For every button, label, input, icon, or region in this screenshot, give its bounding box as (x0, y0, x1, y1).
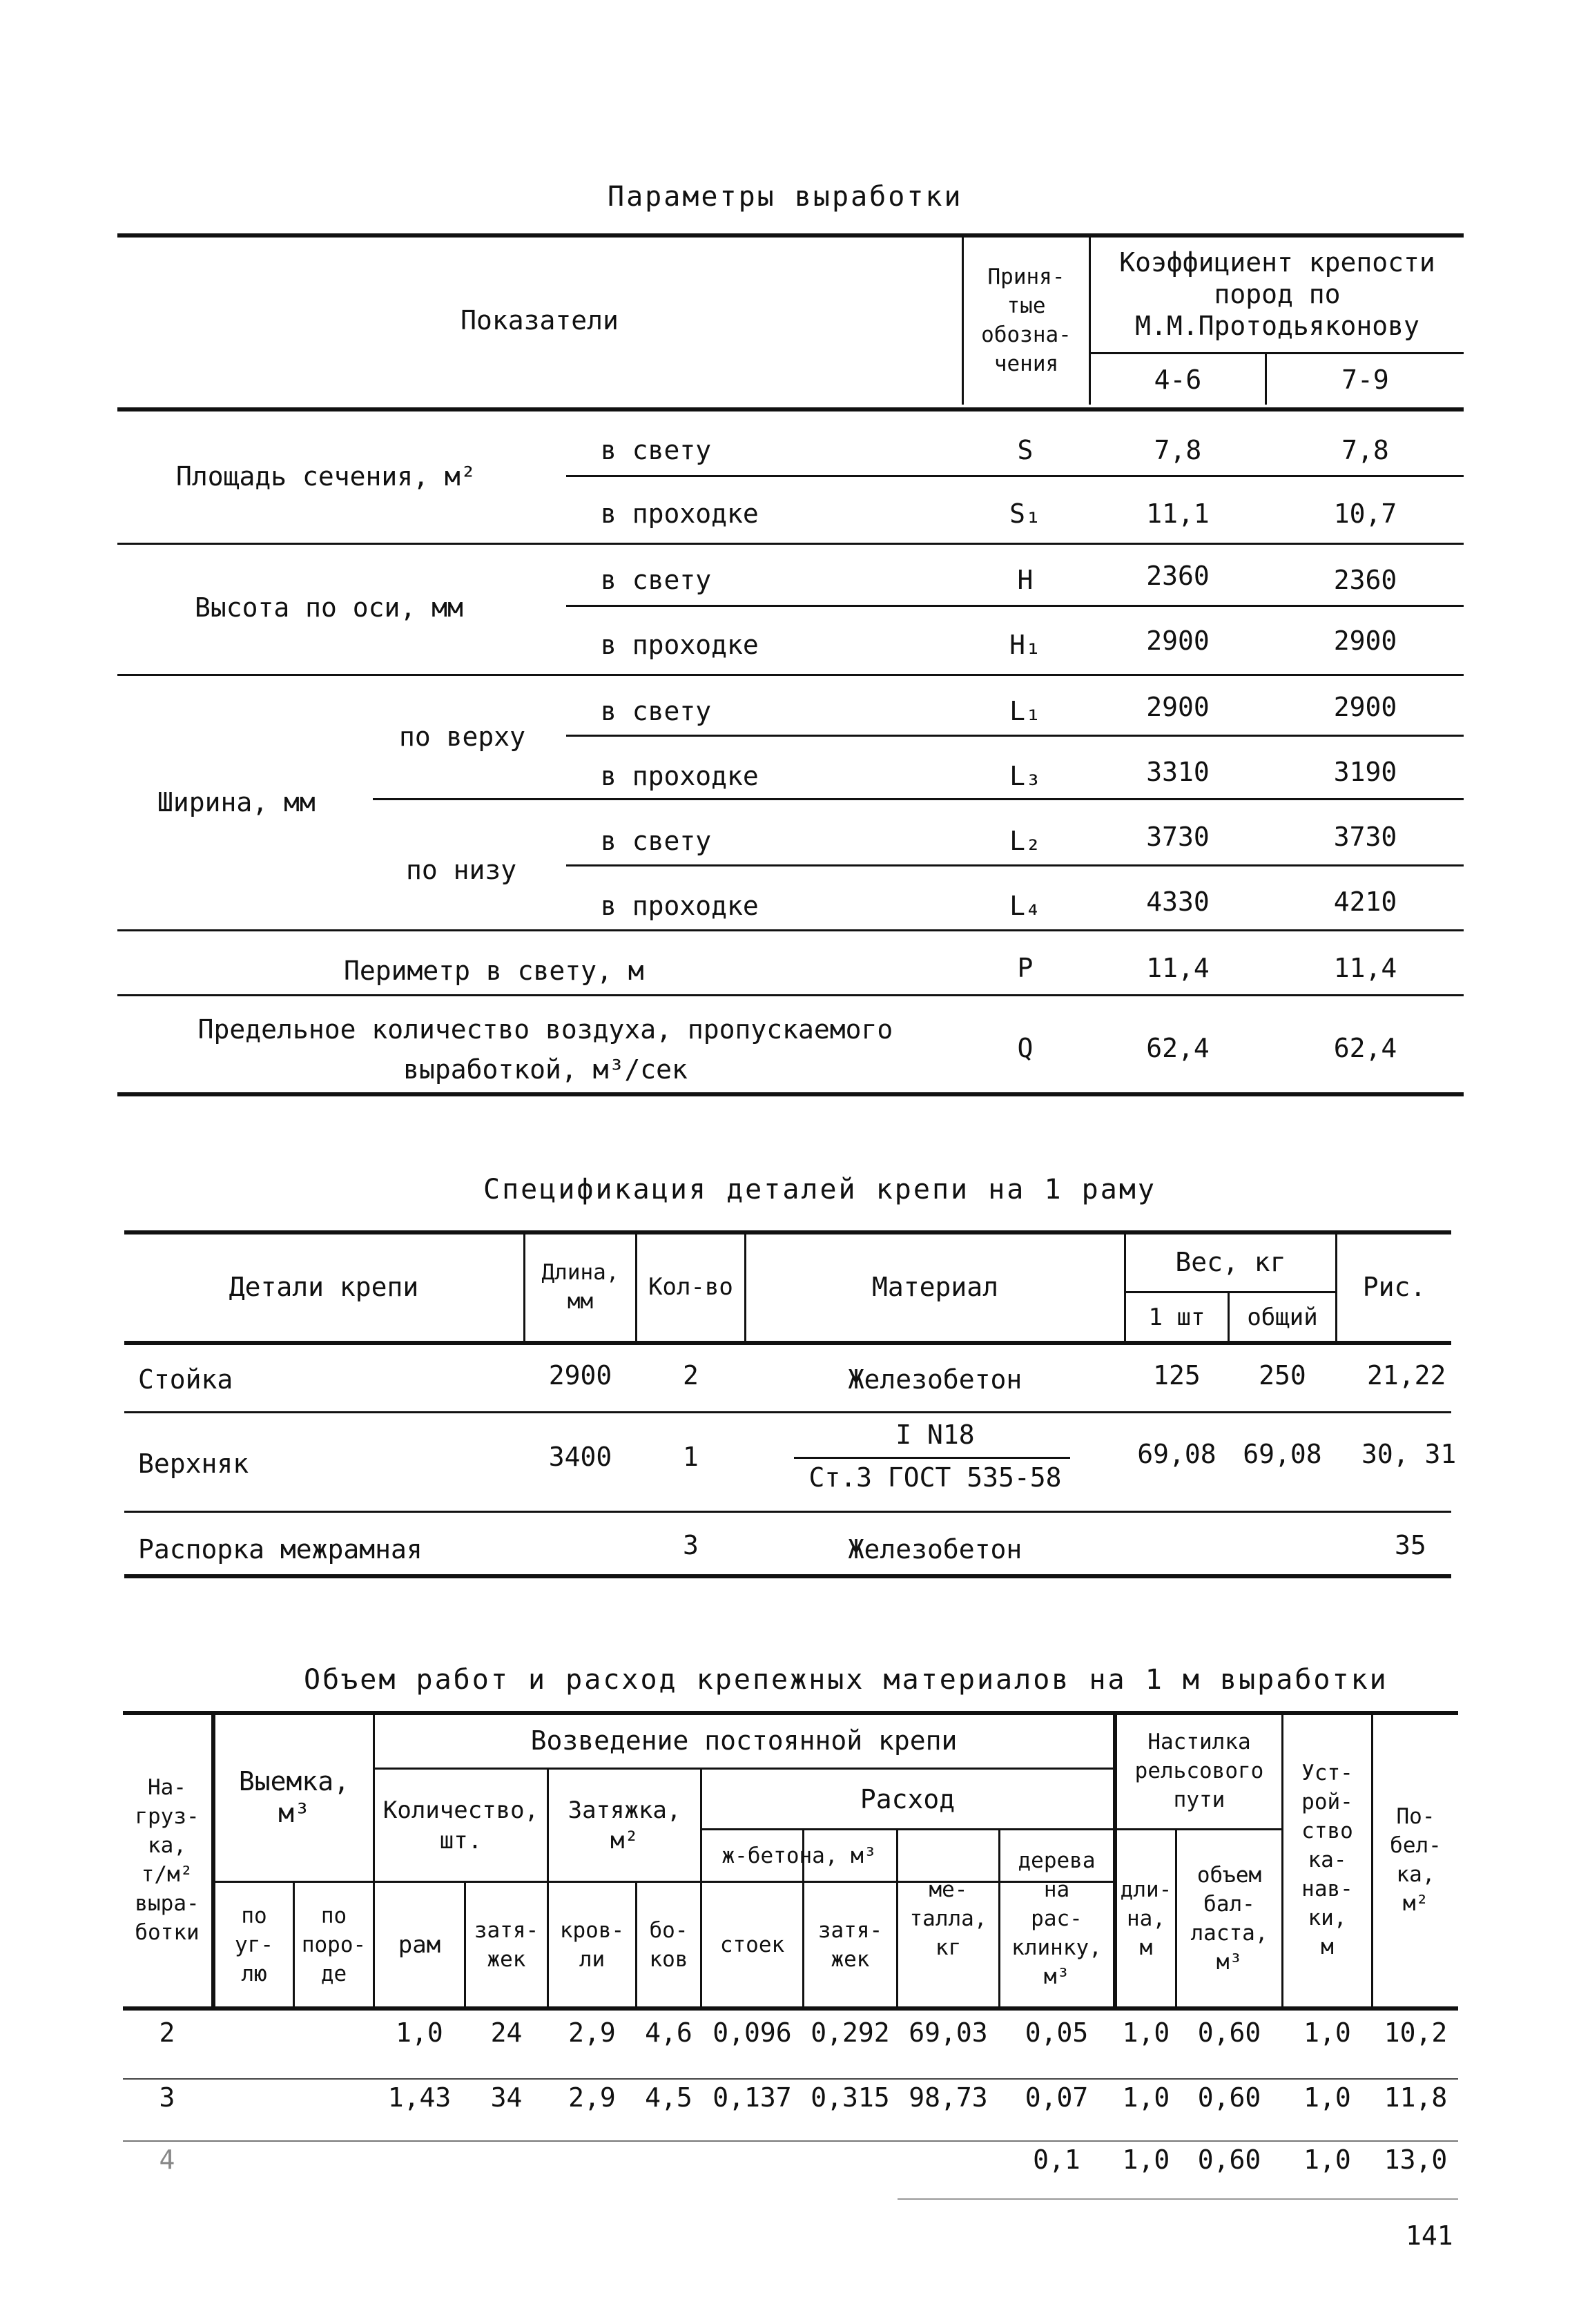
vol-posts-header: стоек (719, 1932, 785, 1957)
width-bot-pass-v2: 4210 (1333, 887, 1397, 917)
vol-cell-lime: 13,0 (1384, 2144, 1448, 2175)
vol-cell-lag-conc: 0,315 (811, 2082, 890, 2113)
height-label: Высота по оси, мм (195, 592, 463, 623)
airflow-v1: 62,4 (1146, 1033, 1210, 1063)
width-top-clear-v1: 2900 (1146, 692, 1210, 722)
vol-cell-track-len: 1,0 (1122, 2144, 1170, 2175)
width-bot-clear-v2: 3730 (1333, 822, 1397, 852)
spec-row-qty: 3 (683, 1530, 699, 1560)
spec-row-fig: 30, 31 (1361, 1439, 1457, 1469)
spec-fig-header: Рис. (1362, 1272, 1426, 1302)
spec-row-wt: 69,08 (1243, 1439, 1322, 1469)
height-clear-sym: H (1017, 565, 1034, 595)
width-top-pass-label: в проходке (601, 761, 759, 791)
area-clear-label: в свету (601, 435, 712, 465)
vol-metal-header: ме- талла, кг (909, 1877, 987, 1960)
area-pass-sym: S₁ (1009, 498, 1041, 529)
vol-count-header: Количество, шт. (382, 1796, 539, 1855)
vol-lime-header: По- бел- ка, м² (1390, 1804, 1442, 1916)
width-top-clear-sym: L₁ (1009, 696, 1041, 726)
params-indicator-header: Показатели (460, 305, 619, 336)
spec-w1-header: 1 шт (1148, 1303, 1205, 1331)
perimeter-v1: 11,4 (1146, 953, 1210, 983)
vol-cell-roof: 2,9 (568, 2082, 616, 2113)
area-clear-v1: 7,8 (1154, 435, 1202, 465)
params-designation-header: Приня- тые обозна- чения (981, 264, 1072, 376)
width-top-label: по верху (399, 722, 526, 752)
vol-cell-timber: 0,05 (1025, 2017, 1089, 2048)
params-coef-header: Коэффициент крепости пород по М.М.Протодьяконову (1119, 247, 1435, 341)
volume-title: Объем работ и расход крепежных материалов на 1 м выработки (304, 1664, 1388, 1696)
width-top-pass-v1: 3310 (1146, 757, 1210, 787)
spec-row-material: Железобетон (848, 1534, 1022, 1565)
area-pass-label: в проходке (601, 498, 759, 529)
spec-row-w1: 69,08 (1137, 1439, 1216, 1469)
vol-exc-corner-header: по уг- лю (235, 1903, 273, 1986)
vol-cell-frames: 1,43 (387, 2082, 452, 2113)
height-pass-label: в проходке (601, 630, 759, 660)
vol-cell-timber: 0,1 (1033, 2144, 1080, 2175)
spec-row-qty: 1 (683, 1442, 699, 1472)
vol-permanent-header: Возведение постоянной крепи (530, 1725, 958, 1756)
vol-ditch-header: Уст- рой- ство ка- нав- ки, м (1301, 1761, 1353, 1959)
area-clear-v2: 7,8 (1341, 435, 1389, 465)
spec-row-material: Железобетон (848, 1364, 1022, 1395)
vol-cell-ditch: 1,0 (1303, 2144, 1351, 2175)
width-top-pass-v2: 3190 (1333, 757, 1397, 787)
vol-cell-posts: 0,137 (712, 2082, 792, 2113)
vol-track-header: Настилка рельсового пути (1134, 1730, 1264, 1812)
vol-cell-load: 4 (159, 2144, 175, 2175)
perimeter-label: Периметр в свету, м (344, 956, 644, 986)
vol-cell-lime: 10,2 (1384, 2017, 1448, 2048)
vol-cell-load: 2 (159, 2017, 175, 2048)
page-number: 141 (1406, 2220, 1453, 2251)
spec-row-fig: 21,22 (1367, 1360, 1446, 1391)
vol-cell-sides: 4,6 (645, 2017, 692, 2048)
height-pass-sym: H₁ (1009, 630, 1041, 660)
spec-row-qty: 2 (683, 1360, 699, 1391)
vol-cell-ditch: 1,0 (1303, 2082, 1351, 2113)
width-bot-clear-label: в свету (601, 826, 712, 856)
vol-cell-metal: 69,03 (909, 2017, 988, 2048)
width-label: Ширина, мм (157, 787, 316, 817)
height-pass-v1: 2900 (1146, 626, 1210, 656)
area-pass-v2: 10,7 (1333, 498, 1397, 529)
height-clear-label: в свету (601, 565, 712, 595)
airflow-label: Предельное количество воздуха, пропускаемого выработкой, м³/сек (197, 1014, 893, 1085)
vol-cell-sides: 4,5 (645, 2082, 692, 2113)
width-bot-pass-label: в проходке (601, 891, 759, 921)
vol-load-header: На- груз- ка, т/м² выра- ботки (135, 1775, 200, 1945)
airflow-v2: 62,4 (1333, 1033, 1397, 1063)
vol-sides-header: бо- ков (649, 1917, 688, 1972)
vol-cell-ballast: 0,60 (1197, 2017, 1261, 2048)
vol-track-len-header: дли- на, м (1120, 1877, 1172, 1960)
area-clear-sym: S (1017, 435, 1034, 465)
vol-cell-ballast: 0,60 (1197, 2144, 1261, 2175)
spec-material-header: Материал (871, 1272, 999, 1302)
spec-row-length: 3400 (548, 1442, 612, 1472)
vol-cell-roof: 2,9 (568, 2017, 616, 2048)
spec-weight-header: Вес, кг (1175, 1247, 1286, 1277)
area-label: Площадь сечения, м² (176, 461, 476, 492)
params-col2-header: 7-9 (1341, 365, 1389, 395)
vol-exc-rock-header: по поро- де (301, 1903, 367, 1986)
vol-cell-ballast: 0,60 (1197, 2082, 1261, 2113)
height-clear-v1: 2360 (1146, 561, 1210, 591)
vol-cell-metal: 98,73 (909, 2082, 988, 2113)
params-title: Параметры выработки (608, 181, 963, 213)
vol-cell-laggings: 34 (490, 2082, 523, 2113)
vol-cell-load: 3 (159, 2082, 175, 2113)
spec-part-header: Детали крепи (229, 1272, 419, 1302)
spec-row-part: Верхняк (138, 1449, 249, 1479)
spec-row-material-standard: Ст.3 ГОСТ 535-58 (808, 1462, 1062, 1493)
vol-cell-track-len: 1,0 (1122, 2017, 1170, 2048)
width-bot-clear-v1: 3730 (1146, 822, 1210, 852)
vol-cell-timber: 0,07 (1025, 2082, 1089, 2113)
vol-frames-header: рам (398, 1930, 441, 1959)
spec-row-part: Стойка (138, 1364, 233, 1395)
vol-cell-frames: 1,0 (396, 2017, 443, 2048)
spec-row-length: 2900 (548, 1360, 612, 1391)
perimeter-v2: 11,4 (1333, 953, 1397, 983)
vol-cell-ditch: 1,0 (1303, 2017, 1351, 2048)
vol-cell-posts: 0,096 (712, 2017, 792, 2048)
width-bot-pass-v1: 4330 (1146, 887, 1210, 917)
width-bot-clear-sym: L₂ (1009, 826, 1041, 856)
spec-row-fig: 35 (1395, 1530, 1426, 1560)
vol-cell-laggings: 24 (490, 2017, 523, 2048)
spec-row-wt: 250 (1259, 1360, 1306, 1391)
spec-length-header: Длина, мм (541, 1260, 619, 1314)
airflow-sym: Q (1017, 1033, 1034, 1063)
spec-row-material: I N18 (895, 1420, 975, 1450)
vol-laggings-header: затя- жек (474, 1917, 539, 1972)
vol-excavation-header: Выемка, м³ (238, 1766, 350, 1828)
height-pass-v2: 2900 (1333, 626, 1397, 656)
spec-row-part: Распорка межрамная (138, 1534, 423, 1565)
vol-lagging-header: Затяжка, м² (568, 1796, 681, 1855)
spec-row-w1: 125 (1153, 1360, 1201, 1391)
vol-concrete-header: ж-бетона, м³ (721, 1843, 877, 1868)
vol-consumption-header: Расход (860, 1783, 956, 1814)
area-pass-v1: 11,1 (1146, 498, 1210, 529)
width-top-clear-label: в свету (601, 696, 712, 726)
vol-roof-header: кров- ли (559, 1917, 625, 1972)
height-clear-v2: 2360 (1333, 565, 1397, 595)
vol-lag-conc-header: затя- жек (817, 1917, 883, 1972)
vol-cell-track-len: 1,0 (1122, 2082, 1170, 2113)
params-col1-header: 4-6 (1154, 365, 1202, 395)
width-top-pass-sym: L₃ (1009, 761, 1041, 791)
vol-ballast-header: объем бал- ласта, м³ (1190, 1862, 1268, 1975)
vol-cell-lime: 11,8 (1384, 2082, 1448, 2113)
vol-timber-header: дерева на рас- клинку, м³ (1011, 1848, 1102, 1989)
vol-cell-lag-conc: 0,292 (811, 2017, 890, 2048)
width-top-clear-v2: 2900 (1333, 692, 1397, 722)
spec-title: Спецификация деталей крепи на 1 раму (483, 1174, 1156, 1205)
spec-qty-header: Кол-во (648, 1273, 733, 1301)
spec-wt-header: общий (1247, 1303, 1318, 1331)
width-bottom-label: по низу (406, 855, 517, 885)
width-bot-pass-sym: L₄ (1009, 891, 1041, 921)
perimeter-sym: P (1017, 953, 1034, 983)
